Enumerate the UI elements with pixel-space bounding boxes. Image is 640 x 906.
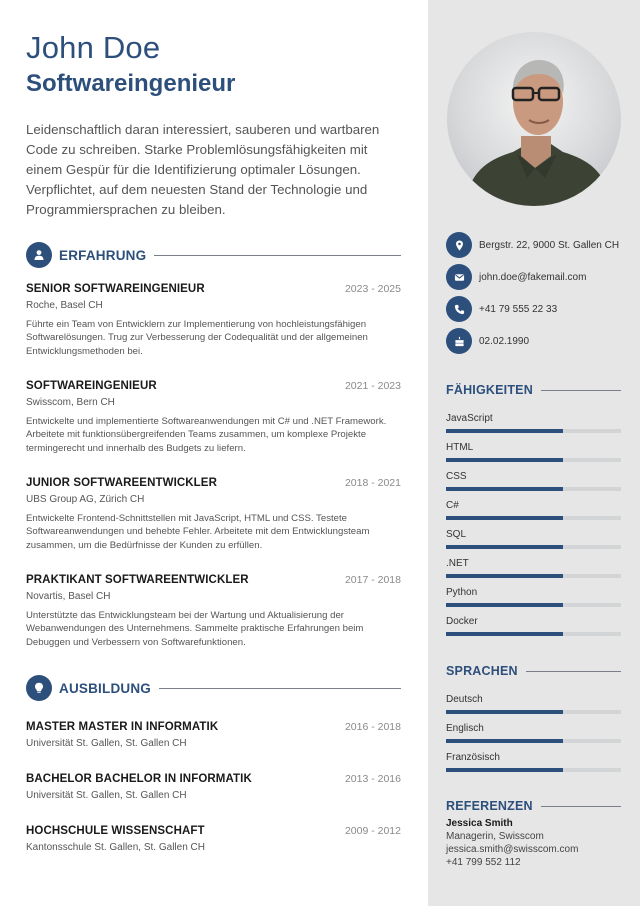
skill-bar — [446, 458, 621, 462]
language-item — [446, 752, 621, 772]
language-bar-fill — [446, 710, 563, 714]
reference-role: Managerin, Swisscom — [446, 831, 544, 842]
phone-text[interactable]: +41 79 555 22 33 — [479, 303, 558, 315]
reference-email[interactable]: jessica.smith@swisscom.com — [446, 844, 579, 855]
section-title: REFERENZEN — [446, 799, 533, 813]
language-bar — [446, 768, 621, 772]
skill-bar — [446, 632, 621, 636]
entry-title: HOCHSCHULE WISSENSCHAFT — [26, 825, 205, 837]
language-bar — [446, 739, 621, 743]
education-entry — [26, 773, 401, 801]
skill-item — [446, 616, 621, 636]
skill-item — [446, 413, 621, 433]
skill-bar-fill — [446, 603, 563, 607]
section-title: SPRACHEN — [446, 664, 518, 678]
entry-organization: Roche, Basel CH — [26, 300, 103, 311]
skill-item — [446, 529, 621, 549]
entry-title: SOFTWAREINGENIEUR — [26, 380, 157, 392]
entry-title: BACHELOR BACHELOR IN INFORMATIK — [26, 773, 252, 785]
education-entry — [26, 721, 401, 749]
phone-icon — [446, 296, 472, 322]
reference-name: Jessica Smith — [446, 818, 513, 829]
skill-item — [446, 587, 621, 607]
skill-label: SQL — [446, 529, 467, 540]
experience-heading — [26, 242, 401, 268]
birthday-cake-icon — [446, 328, 472, 354]
birthday-text: 02.02.1990 — [479, 335, 530, 347]
skill-bar — [446, 603, 621, 607]
skill-bar — [446, 487, 621, 491]
person-icon — [26, 242, 52, 268]
languages-heading — [446, 663, 621, 679]
skill-bar — [446, 574, 621, 578]
entry-organization: Universität St. Gallen, St. Gallen CH — [26, 790, 187, 801]
language-bar-fill — [446, 739, 563, 743]
skill-bar-fill — [446, 458, 563, 462]
skill-item — [446, 558, 621, 578]
entry-date: 2021 - 2023 — [344, 380, 401, 392]
skill-item — [446, 471, 621, 491]
email-text[interactable]: john.doe@fakemail.com — [479, 271, 587, 283]
entry-date: 2018 - 2021 — [344, 477, 401, 489]
entry-title: SENIOR SOFTWAREINGENIEUR — [26, 283, 205, 295]
entry-date: 2023 - 2025 — [344, 283, 401, 295]
entry-description: Unterstützte das Entwicklungsteam bei der Wartung und Aktualisierung der Webanwendungen des Unternehmens. Sammelte praktische Erfahrungen beim Debuggen und Verbessern von Softwarefunktionen. — [26, 610, 364, 648]
skill-bar-fill — [446, 574, 563, 578]
contact-birthday — [446, 328, 529, 354]
entry-title: MASTER MASTER IN INFORMATIK — [26, 721, 219, 733]
language-bar — [446, 710, 621, 714]
contact-address — [446, 232, 619, 258]
skill-bar — [446, 429, 621, 433]
section-title: AUSBILDUNG — [59, 680, 151, 696]
contact-email[interactable] — [446, 264, 586, 290]
skill-label: Python — [446, 587, 478, 598]
education-entry — [26, 825, 401, 853]
reference-card — [446, 817, 578, 869]
entry-date: 2013 - 2016 — [344, 773, 401, 785]
skill-label: JavaScript — [446, 413, 493, 424]
language-item — [446, 723, 621, 743]
reference-phone[interactable]: +41 799 552 112 — [446, 857, 521, 868]
entry-organization: UBS Group AG, Zürich CH — [26, 494, 145, 505]
section-title: FÄHIGKEITEN — [446, 383, 533, 397]
entry-date: 2009 - 2012 — [344, 825, 401, 837]
entry-description: Entwickelte und implementierte Softwareanwendungen mit C# und .NET Framework. Arbeitete mit funktionsübergreifenden Teams zusammen, um komplexe Projekte termingerecht und innerhalb des Budgets zu liefern. — [26, 416, 387, 454]
skill-item — [446, 442, 621, 462]
language-bar-fill — [446, 768, 563, 772]
contact-phone[interactable] — [446, 296, 557, 322]
entry-organization: Kantonsschule St. Gallen, St. Gallen CH — [26, 842, 205, 853]
entry-organization: Novartis, Basel CH — [26, 591, 111, 602]
profile-summary: Leidenschaftlich daran interessiert, sauberen und wartbaren Code zu schreiben. Starke Problemlösungsfähigkeiten mit einem Gespür für die Identifizierung optimaler Lösungen. Verpflichtet, auf dem neuesten Stand der Technologie und Programmiersprachen zu bleiben. — [26, 122, 380, 217]
lightbulb-icon — [26, 675, 52, 701]
entry-title: JUNIOR SOFTWAREENTWICKLER — [26, 477, 217, 489]
skill-bar-fill — [446, 632, 563, 636]
job-title: Softwareingenieur — [26, 70, 236, 97]
profile-photo — [447, 32, 621, 206]
experience-entry — [26, 283, 401, 358]
divider — [154, 255, 401, 256]
entry-description: Entwickelte Frontend-Schnittstellen mit JavaScript, HTML und CSS. Testete Softwareanwendungen und behebte Fehler. Arbeitete mit dem Entwicklungsteam zusammen, um die Bedürfnisse der Kunden zu erfüllen. — [26, 513, 370, 551]
person-name: John Doe — [26, 30, 161, 65]
divider — [526, 671, 621, 672]
entry-organization: Universität St. Gallen, St. Gallen CH — [26, 738, 187, 749]
skill-item — [446, 500, 621, 520]
skills-heading — [446, 382, 621, 398]
skill-bar — [446, 545, 621, 549]
language-label: Englisch — [446, 723, 484, 734]
language-label: Deutsch — [446, 694, 483, 705]
skill-bar-fill — [446, 545, 563, 549]
education-heading — [26, 675, 401, 701]
skill-label: CSS — [446, 471, 467, 482]
divider — [541, 390, 621, 391]
skill-bar — [446, 516, 621, 520]
skill-bar-fill — [446, 487, 563, 491]
skill-label: C# — [446, 500, 459, 511]
language-label: Französisch — [446, 752, 500, 763]
references-heading — [446, 798, 621, 814]
experience-entry — [26, 574, 401, 649]
language-item — [446, 694, 621, 714]
section-title: ERFAHRUNG — [59, 247, 147, 263]
skill-bar-fill — [446, 516, 563, 520]
skill-bar-fill — [446, 429, 563, 433]
address-text: Bergstr. 22, 9000 St. Gallen CH — [479, 239, 620, 251]
experience-entry — [26, 477, 401, 552]
entry-date: 2017 - 2018 — [344, 574, 401, 586]
envelope-icon — [446, 264, 472, 290]
entry-description: Führte ein Team von Entwicklern zur Implementierung von hochleistungsfähigen Softwarelösungen. Trug zur Verbesserung der Codequalität und der allgemeinen Entwicklungsmethoden bei. — [26, 319, 368, 357]
skill-label: .NET — [446, 558, 469, 569]
entry-organization: Swisscom, Bern CH — [26, 397, 115, 408]
location-pin-icon — [446, 232, 472, 258]
divider — [159, 688, 401, 689]
entry-date: 2016 - 2018 — [344, 721, 401, 733]
skill-label: HTML — [446, 442, 474, 453]
divider — [541, 806, 621, 807]
entry-title: PRAKTIKANT SOFTWAREENTWICKLER — [26, 574, 249, 586]
experience-entry — [26, 380, 401, 455]
skill-label: Docker — [446, 616, 478, 627]
